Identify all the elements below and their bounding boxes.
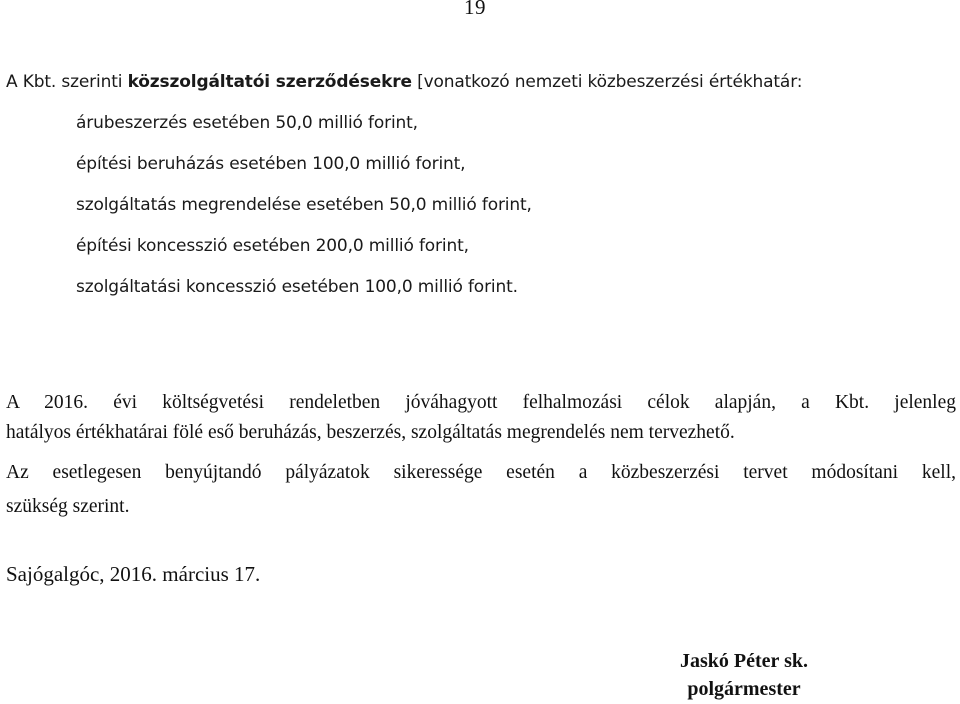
tender-paragraph: [6, 456, 956, 524]
signature-name: Jaskó Péter sk.: [680, 650, 808, 672]
budget-paragraph-line-1: A 2016. évi költségvetési rendeletben jóváhagyott felhalmozási célok alapján, a Kbt. jelenleg: [6, 392, 956, 413]
signature-block: [664, 647, 824, 703]
kbt-intro-prefix: A Kbt. szerinti: [6, 72, 128, 92]
kbt-intro-line: [6, 62, 956, 103]
threshold-line-service-concession: szolgáltatási koncesszió esetében 100,0 millió forint.: [76, 277, 518, 297]
place-date: Sajógalgóc, 2016. március 17.: [6, 562, 261, 586]
threshold-line-services: szolgáltatás megrendelése esetében 50,0 millió forint,: [76, 195, 532, 215]
page-number: 19: [464, 0, 486, 19]
budget-paragraph-line-2: hatályos értékhatárai fölé eső beruházás, beszerzés, szolgáltatás megrendelés nem tervezhető.: [6, 422, 735, 443]
signature-title: polgármester: [687, 678, 801, 700]
threshold-line-works-concession: építési koncesszió esetében 200,0 millió forint,: [76, 236, 469, 256]
kbt-threshold-section: [6, 62, 956, 308]
tender-paragraph-line-1: Az esetlegesen benyújtandó pályázatok sikeressége esetén a közbeszerzési tervet módosítani kell,: [6, 462, 956, 483]
tender-paragraph-line-2: szükség szerint.: [6, 496, 130, 517]
budget-paragraph: [6, 388, 956, 448]
kbt-intro-suffix: [vonatkozó nemzeti közbeszerzési értékhatár:: [411, 72, 803, 92]
threshold-line-construction: építési beruházás esetében 100,0 millió forint,: [76, 154, 466, 174]
kbt-intro-bold: közszolgáltatói szerződésekre: [127, 72, 412, 92]
threshold-line-goods: árubeszerzés esetében 50,0 millió forint,: [76, 113, 418, 133]
